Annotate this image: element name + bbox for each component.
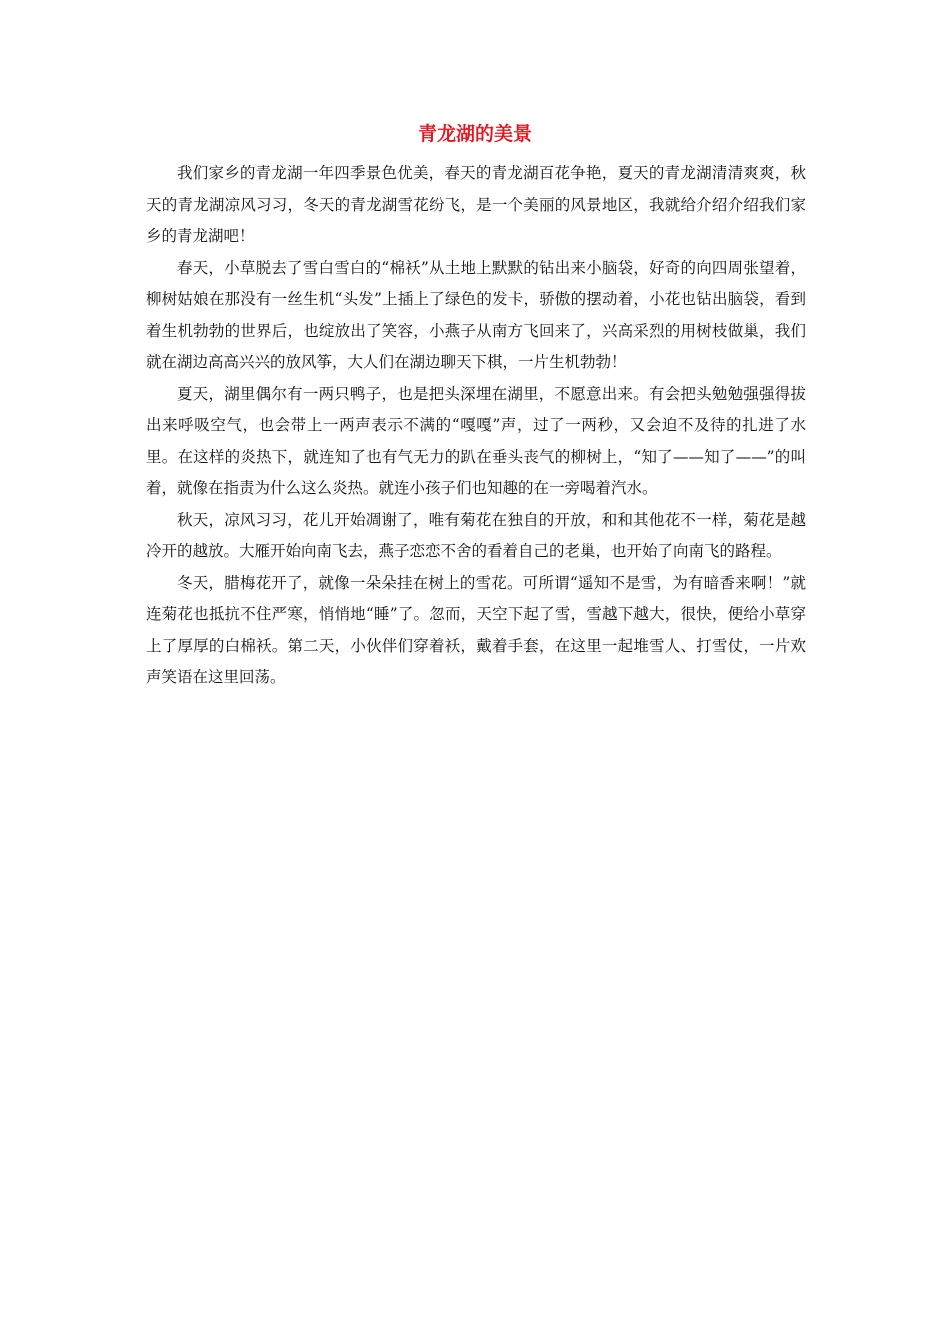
paragraph-spring: 春天，小草脱去了雪白雪白的“棉袄”从土地上默默的钻出来小脑袋，好奇的向四周张望着，柳树姑娘在那没有一丝生机“头发”上插上了绿色的发卡，骄傲的摆动着，小花也钻出脑袋，看到着生机勃勃的世界后，也绽放出了笑容，小燕子从南方飞回来了，兴高采烈的用树枝做巢，我们就在湖边高高兴兴的放风筝，大人们在湖边聊天下棋，一片生机勃勃！ bbox=[146, 258, 806, 371]
paragraph-autumn: 秋天，凉风习习，花儿开始凋谢了，唯有菊花在独自的开放，和和其他花不一样，菊花是越冷开的越放。大雁开始向南飞去，燕子恋恋不舍的看着自己的老巢，也开始了向南飞的路程。 bbox=[146, 510, 806, 560]
paragraph-winter: 冬天，腊梅花开了，就像一朵朵挂在树上的雪花。可所谓“遥知不是雪，为有暗香来啊！”就连菊花也抵抗不住严寒，悄悄地“睡”了。忽而，天空下起了雪，雪越下越大，很快，便给小草穿上了厚厚的白棉袄。第二天，小伙伴们穿着袄，戴着手套，在这里一起堆雪人、打雪仗，一片欢声笑语在这里回荡。 bbox=[146, 573, 806, 686]
paragraph-summer: 夏天，湖里偶尔有一两只鸭子，也是把头深埋在湖里，不愿意出来。有会把头勉勉强强得拔出来呼吸空气，也会带上一两声表示不满的“嘎嘎”声，过了一两秒，又会迫不及待的扎进了水里。在这样的炎热下，就连知了也有气无力的趴在垂头丧气的柳树上，“知了——知了——”的叫着，就像在指责为什么这么炎热。就连小孩子们也知趣的在一旁喝着汽水。 bbox=[146, 384, 806, 497]
document-body bbox=[146, 158, 806, 694]
document-title: 青龙湖的美景 bbox=[417, 123, 532, 145]
paragraph-intro: 我们家乡的青龙湖一年四季景色优美，春天的青龙湖百花争艳，夏天的青龙湖清清爽爽，秋天的青龙湖凉风习习，冬天的青龙湖雪花纷飞，是一个美丽的风景地区，我就给介绍介绍我们家乡的青龙湖吧！ bbox=[146, 164, 806, 245]
